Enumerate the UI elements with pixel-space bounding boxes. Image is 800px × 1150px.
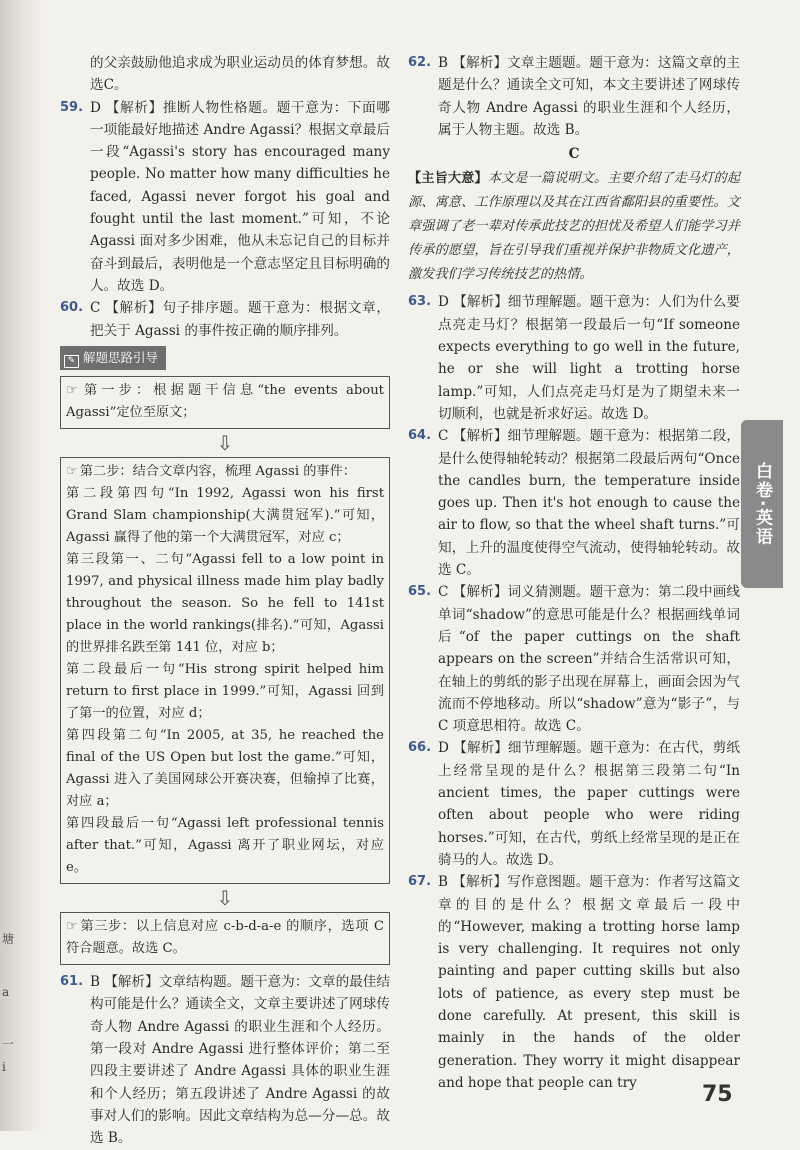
- guide-icon: ✎: [64, 355, 79, 368]
- question-number: 61.: [60, 974, 84, 990]
- question-60: [60, 297, 390, 342]
- question-66: [408, 737, 740, 871]
- question-62: [408, 52, 740, 141]
- guide-title-text: 解题思路引导: [83, 349, 159, 365]
- step-2-line: 第二段第四句“In 1992, Agassi won his first Grand Slam championship(大满贯冠军).”可知，Agassi 赢得了他的第一个大满贯冠军，对应 c；: [66, 486, 384, 546]
- question-65: [408, 581, 740, 737]
- main-idea-text: 本文是一篇说明文。主要介绍了走马灯的起源、寓意、工作原理以及其在江西省鄱阳县的重要性。文章强调了老一辈对传承此技艺的担忧及希望人们能学习并传承的愿望，旨在引导我们重视并保护非物质文化遗产，激发我们学习传统技艺的热情。: [408, 171, 740, 283]
- answer-text: C 【解析】词义猜测题。题干意为：第二段中画线单词“shadow”的意思可能是什么？根据画线单词后“of the paper cuttings on the shaft appears on the screen”并结合生活常识可知，在轴上的剪纸的影子出现在屏幕上，画面会因为气流而不停地移动。所以“shadow”意为“影子”，与 C 项意思相符。故选 C。: [438, 584, 740, 735]
- answer-text: C 【解析】句子排序题。题干意为：根据文章，把关于 Agassi 的事件按正确的顺序排列。: [90, 300, 390, 339]
- hand-icon: ☞: [66, 919, 78, 935]
- hand-icon: ☞: [66, 464, 78, 480]
- answer-text: B 【解析】文章结构题。题干意为：文章的最佳结构可能是什么？通读全文，文章主要讲述了网球传奇人物 Andre Agassi 的职业生涯和个人经历。第一段对 Andre Agassi 进行整体评价；第二至四段主要讲述了 Andre Agassi 具体的职业生涯和个人经历；第五段讲述了 Andre Agassi 的故事对人们的影响。因此文章结构为总—分—总。故选 B。: [90, 974, 390, 1147]
- section-heading: C: [568, 146, 580, 163]
- intro-paragraph: 的父亲鼓励他追求成为职业运动员的体育梦想。故选C。: [90, 55, 390, 94]
- side-tab-label: 白卷·英语: [741, 420, 783, 588]
- question-number: 60.: [60, 300, 84, 316]
- question-number: 64.: [408, 428, 432, 444]
- right-column: [408, 52, 740, 1094]
- gutter-text-2: a: [2, 985, 10, 999]
- answer-text: B 【解析】文章主题题。题干意为：这篇文章的主题是什么？通读全文可知，本文主要讲述了网球传奇人物 Andre Agassi 的职业生涯和个人经历，属于人物主题。故选 B。: [438, 55, 740, 138]
- answer-text: D 【解析】推断人物性格题。题干意为：下面哪一项能最好地描述 Andre Agassi？根据文章最后一段“Agassi's story has encouraged many people. No matter how many difficulties he faced, Agassi never forgot his goal and fought until the last moment.”可知，不论 Agassi 面对多少困难，他从未忘记自己的目标并奋斗到最后，表明他是一个意志坚定且目标明确的人。故选 D。: [90, 99, 390, 294]
- gutter-text-4: i: [2, 1060, 6, 1074]
- answer-text: D 【解析】细节理解题。题干意为：在古代，剪纸上经常呈现的是什么？根据第三段第二句“In ancient times, the paper cuttings were often about people who were riding horses.”可知，在古代，剪纸上经常呈现的是正在骑马的人。故选 D。: [438, 740, 740, 868]
- question-61: [60, 971, 390, 1149]
- gutter-text-1: 塘: [2, 932, 15, 946]
- guide-title: [60, 346, 166, 370]
- left-column: [60, 52, 390, 1150]
- answer-text: B 【解析】写作意图题。题干意为：作者写这篇文章的目的是什么？根据文章最后一段中的“However, making a trotting horse lamp is very challenging. It requires not only painting and paper cutting skills but also lots of patience, as every step must be done carefully. At present, this skill is mainly in the hands of the older generation. They worry it might disappear and hope that people can try: [438, 874, 740, 1091]
- gutter-text-3: 一: [2, 1037, 15, 1051]
- step-2-line: 第二段最后一句“His strong spirit helped him return to first place in 1999.”可知，Agassi 回到了第一的位置，对应 d；: [66, 662, 384, 722]
- down-arrow-icon: ⇩: [216, 431, 234, 456]
- question-64: [408, 425, 740, 581]
- binding-gutter: [0, 0, 42, 1131]
- step-1-text: 第一步：根据题干信息“the events about Agassi”定位至原文；: [66, 383, 384, 421]
- step-2-line: 第四段最后一句“Agassi left professional tennis after that.”可知，Agassi 离开了职业网坛，对应 e。: [66, 816, 384, 876]
- question-67: [408, 871, 740, 1094]
- step-2-line: 第四段第二句“In 2005, at 35, he reached the final of the US Open but lost the game.”可知，Agassi 进入了美国网球公开赛决赛，但输掉了比赛，对应 a；: [66, 728, 384, 810]
- step-2-line: 第二步：结合文章内容，梳理 Agassi 的事件：: [79, 464, 356, 480]
- question-number: 66.: [408, 740, 432, 756]
- question-number: 59.: [60, 99, 84, 115]
- page-number: 75: [702, 1082, 733, 1107]
- hand-icon: ☞: [66, 383, 78, 399]
- question-63: [408, 291, 740, 425]
- question-number: 62.: [408, 55, 432, 70]
- down-arrow-icon: ⇩: [216, 886, 234, 911]
- step-3-box: [60, 912, 390, 965]
- step-1-box: [60, 376, 390, 429]
- question-59: [60, 97, 390, 298]
- question-number: 63.: [408, 294, 432, 310]
- main-idea-tag: 【主旨大意】: [408, 171, 488, 187]
- question-number: 67.: [408, 874, 432, 890]
- answer-text: C 【解析】细节理解题。题干意为：根据第二段，是什么使得轴轮转动？根据第二段最后两句“Once the candles burn, the temperature inside goes up. Then it's hot enough to cause the air to flow, so that the wheel shaft turns.”可知，上升的温度使得空气流动，使得轴轮转动。故选 C。: [438, 428, 740, 579]
- step-2-line: 第三段第一、二句“Agassi fell to a low point in 1997, and physical illness made him play badly throughout the season. So he fell to 141st place in the world rankings(排名).”可知，Agassi 的世界排名跌至第 141 位，对应 b；: [66, 552, 384, 656]
- main-idea-summary: [408, 167, 740, 287]
- step-3-text: 第三步：以上信息对应 c-b-d-a-e 的顺序，选项 C 符合题意。故选 C。: [66, 919, 384, 957]
- step-2-box: [60, 457, 390, 884]
- question-number: 65.: [408, 584, 432, 600]
- answer-text: D 【解析】细节理解题。题干意为：人们为什么要点亮走马灯？根据第一段最后一句“If someone expects everything to go well in the future, he or she will light a trotting horse lamp.”可知，人们点亮走马灯是为了期望未来一切顺利，也就是祈求好运。故选 D。: [438, 294, 740, 422]
